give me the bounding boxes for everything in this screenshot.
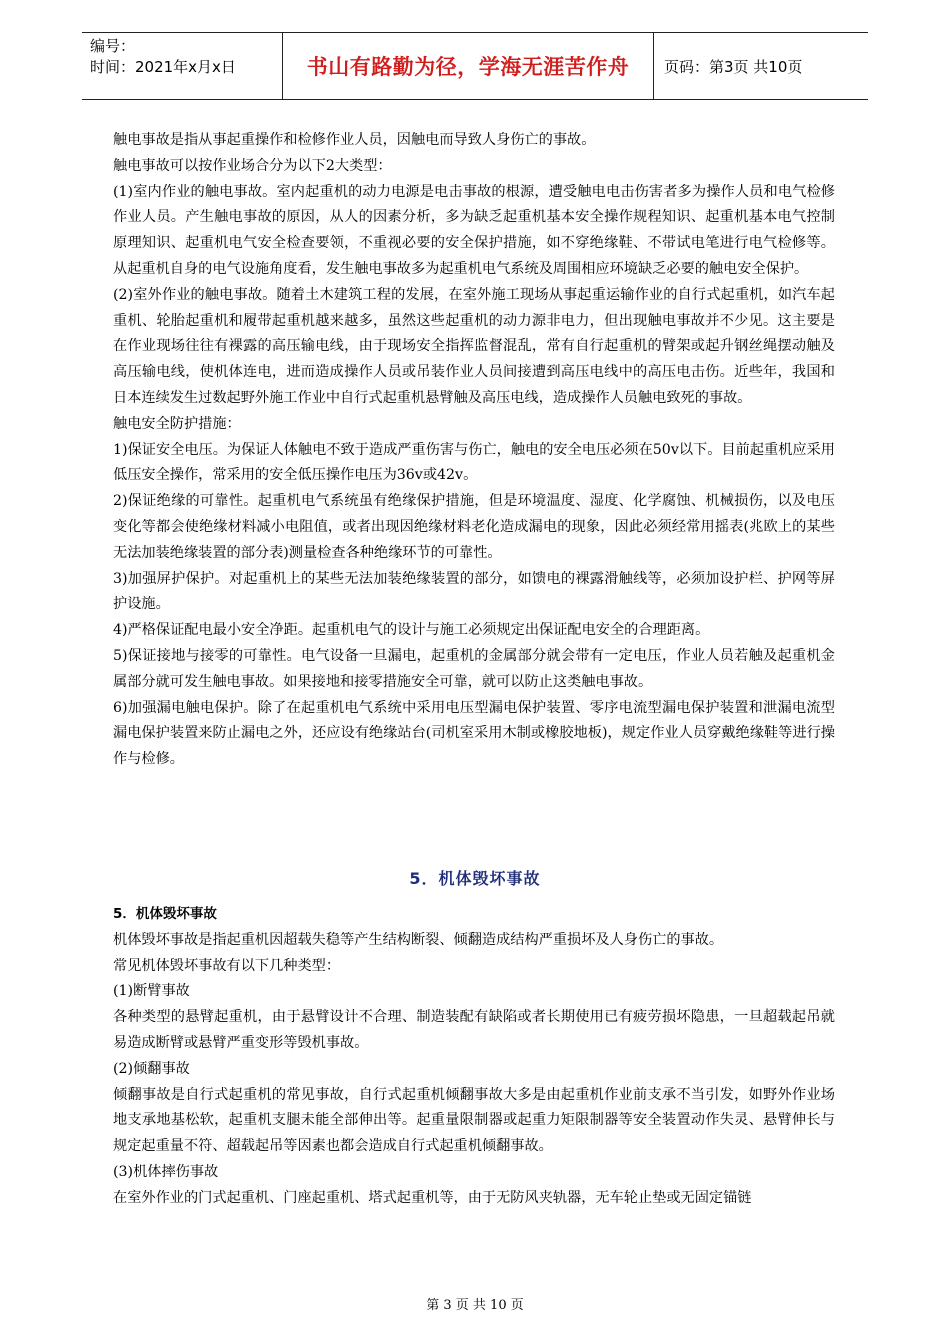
paragraph: 1)保证安全电压。为保证人体触电不致于造成严重伤害与伤亡，触电的安全电压必须在50v以下。目前起重机应采用低压安全操作，常采用的安全低压操作电压为36v或42v。 bbox=[113, 441, 835, 484]
paragraph: 4)严格保证配电最小安全净距。起重机电气的设计与施工必须规定出保证配电安全的合理距离。 bbox=[113, 622, 710, 639]
paragraph: (3)机体摔伤事故 bbox=[113, 1163, 219, 1180]
paragraph: 机体毁坏事故是指起重机因超载失稳等产生结构断裂、倾翻造成结构严重损坏及人身伤亡的事故。 bbox=[113, 931, 724, 948]
paragraph: 3)加强屏护保护。对起重机上的某些无法加装绝缘装置的部分，如馈电的裸露滑触线等，必须加设护栏、护网等屏护设施。 bbox=[113, 570, 835, 613]
paragraph: 2)保证绝缘的可靠性。起重机电气系统虽有绝缘保护措施，但是环境温度、湿度、化学腐蚀、机械损伤，以及电压变化等都会使绝缘材料减小电阻值，或者出现因绝缘材料老化造成漏电的现象，因此必须经常用摇表(兆欧上的某些无法加装绝缘装置的部分表)测量检查各种绝缘环节的可靠性。 bbox=[113, 493, 835, 561]
paragraph: 在室外作业的门式起重机、门座起重机、塔式起重机等，由于无防风夹轨器，无车轮止垫或无固定锚链 bbox=[113, 1189, 752, 1206]
paragraph: (1)断臂事故 bbox=[113, 983, 190, 1000]
paragraph: 各种类型的悬臂起重机，由于悬臂设计不合理、制造装配有缺陷或者长期使用已有疲劳损坏隐患，一旦超载起吊就易造成断臂或悬臂严重变形等毁机事故。 bbox=[113, 1009, 835, 1051]
header-page-info: 页码：第3页 共10页 bbox=[664, 57, 803, 76]
paragraph: 触电安全防护措施： bbox=[113, 415, 241, 432]
header-meta bbox=[82, 33, 283, 99]
page-header bbox=[82, 32, 868, 100]
paragraph: 5)保证接地与接零的可靠性。电气设备一旦漏电，起重机的金属部分就会带有一定电压，作业人员若触及起重机金属部分就可发生触电事故。如果接地和接零措施安全可靠，就可以防止这类触电事故。 bbox=[113, 647, 835, 690]
paragraph: 触电事故可以按作业场合分为以下2大类型： bbox=[113, 157, 392, 174]
paragraph: 常见机体毁坏事故有以下几种类型： bbox=[113, 957, 341, 974]
paragraph: 触电事故是指从事起重操作和检修作业人员，因触电而导致人身伤亡的事故。 bbox=[113, 132, 596, 148]
paragraph: 6)加强漏电触电保护。除了在起重机电气系统中采用电压型漏电保护装置、零序电流型漏电保护装置和泄漏电流型漏电保护装置来防止漏电之外，还应设有绝缘站台(司机室采用木制或橡胶地板)，规定作业人员穿戴绝缘鞋等进行操作与检修。 bbox=[113, 699, 835, 768]
document-number-label: 编号： bbox=[90, 37, 136, 55]
paragraph: (2)室外作业的触电事故。随着土木建筑工程的发展，在室外施工现场从事起重运输作业的自行式起重机，如汽车起重机、轮胎起重机和履带起重机越来越多，虽然这些起重机的动力源非电力，但出现触电事故并不少见。这主要是在作业现场往往有裸露的高压输电线，由于现场安全指挥监督混乱，常有自行起重机的臂架或起升钢丝绳摆动触及高压输电线，使机体连电，进而造成操作人员或吊装作业人员间接遭到高压电线中的高压电击伤。近些年，我国和日本连续发生过数起野外施工作业中自行式起重机悬臂触及高压电线，造成操作人员触电致死的事故。 bbox=[113, 286, 835, 406]
section-heading: 5．机体毁坏事故 bbox=[409, 869, 541, 888]
body-text-part2 bbox=[113, 902, 835, 1212]
paragraph: 倾翻事故是自行式起重机的常见事故，自行式起重机倾翻事故大多是由起重机作业前支承不当引发，如野外作业场地支承地基松软，起重机支腿未能全部伸出等。起重量限制器或起重力矩限制器等安全装置动作失灵、悬臂伸长与规定起重量不符、超载起吊等因素也都会造成自行式起重机倾翻事故。 bbox=[113, 1086, 835, 1155]
paragraph: (1)室内作业的触电事故。室内起重机的动力电源是电击事故的根源，遭受触电电击伤害者多为操作人员和电气检修作业人员。产生触电事故的原因，从人的因素分析，多为缺乏起重机基本安全操作规程知识、起重机基本电气控制原理知识、起重机电气安全检查要领，不重视必要的安全保护措施，如不穿绝缘鞋、不带试电笔进行电气检修等。从起重机自身的电气设施角度看，发生触电事故多为起重机电气系统及周围相应环境缺乏必要的触电安全保护。 bbox=[113, 183, 835, 277]
paragraph: (2)倾翻事故 bbox=[113, 1060, 190, 1077]
header-motto: 书山有路勤为径，学海无涯苦作舟 bbox=[283, 33, 654, 99]
body-text-part1 bbox=[113, 128, 835, 773]
document-time-label: 时间：2021年x月x日 bbox=[90, 58, 236, 76]
sub-heading: 5．机体毁坏事故 bbox=[113, 906, 217, 922]
page-footer: 第 3 页 共 10 页 bbox=[426, 1298, 524, 1313]
